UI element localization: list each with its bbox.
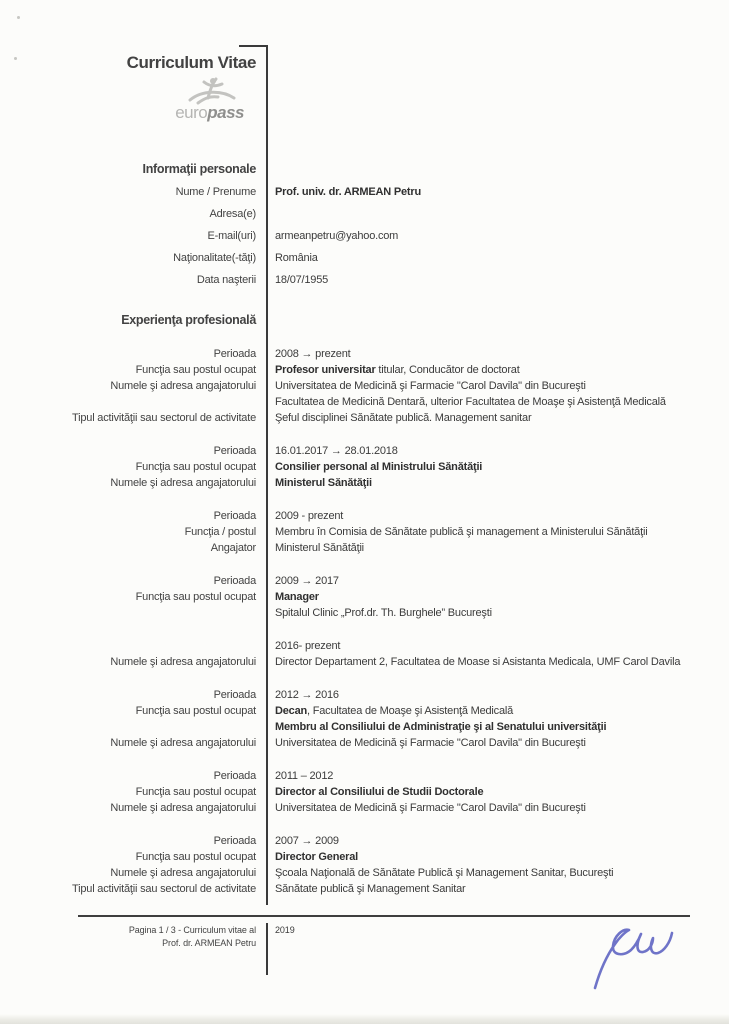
cv-row	[0, 589, 729, 605]
field-value: Universitatea de Medicină şi Farmacie "Carol Davila" din Bucureşti	[275, 380, 586, 392]
field-value: Universitatea de Medicină şi Farmacie "Carol Davila" din Bucureşti	[275, 802, 586, 814]
section-heading-personal: Informaţii personale	[142, 162, 256, 176]
logo-text-euro: euro	[175, 103, 208, 122]
cv-row	[0, 475, 729, 491]
cv-row-email	[0, 228, 729, 244]
field-label: Funcţia sau postul ocupat	[135, 851, 256, 863]
cv-row	[0, 508, 729, 524]
field-value: Prof. univ. dr. ARMEAN Petru	[275, 186, 421, 198]
field-label: Perioada	[213, 348, 256, 360]
cv-row	[0, 540, 729, 556]
field-label: Funcţia sau postul ocupat	[135, 591, 256, 603]
cv-row	[0, 573, 729, 589]
field-label: Numele şi adresa angajatorului	[110, 656, 256, 668]
cv-row	[0, 735, 729, 751]
field-value: 2007 → 2009	[275, 835, 339, 847]
field-value: 2009 → 2017	[275, 575, 339, 587]
field-label	[0, 719, 256, 735]
cv-row	[0, 394, 729, 410]
field-value: Facultatea de Medicină Dentară, ulterior Facultatea de Moaşe şi Asistenţă Medicală	[275, 396, 666, 408]
cv-row	[0, 638, 729, 654]
field-value: Şeful disciplinei Sănătate publică. Management sanitar	[275, 412, 532, 424]
cv-row	[0, 719, 729, 735]
field-label: Tipul activităţii sau sectorul de activitate	[72, 412, 256, 424]
scan-edge-shadow	[0, 1014, 729, 1024]
field-value: Sănătate publică şi Management Sanitar	[275, 883, 466, 895]
cv-row	[0, 443, 729, 459]
field-label: Funcţia sau postul ocupat	[135, 461, 256, 473]
field-value: Spitalul Clinic „Prof.dr. Th. Burghele” Bucureşti	[275, 607, 492, 619]
field-label: Data naşterii	[196, 274, 256, 286]
field-label: Adresa(e)	[209, 208, 256, 220]
field-value: 2009 - prezent	[275, 510, 344, 522]
field-label: Perioada	[213, 510, 256, 522]
cv-row	[0, 362, 729, 378]
section-experience-heading-row	[0, 312, 729, 328]
field-label: E-mail(uri)	[207, 230, 256, 242]
field-label: Funcţia sau postul ocupat	[135, 786, 256, 798]
handwritten-signature	[583, 916, 683, 994]
cv-row	[0, 459, 729, 475]
field-value: Director Departament 2, Facultatea de Moase si Asistanta Medicala, UMF Carol Davila	[275, 656, 681, 668]
logo-row	[0, 76, 729, 134]
field-value: Ministerul Sănătăţii	[275, 542, 364, 554]
cv-row	[0, 378, 729, 394]
cv-row	[0, 410, 729, 426]
field-label: Perioada	[213, 575, 256, 587]
field-label: Funcţia / postul	[184, 526, 256, 538]
scan-speck	[17, 16, 20, 19]
footer-page-info-line2: Prof. dr. ARMEAN Petru	[162, 938, 256, 948]
field-value: 2008 → prezent	[275, 348, 351, 360]
footer-page-info-line1: Pagina 1 / 3 - Curriculum vitae al	[128, 925, 256, 935]
cv-row	[0, 605, 729, 621]
cv-row	[0, 524, 729, 540]
title-row	[0, 53, 729, 73]
field-value: Profesor universitar titular, Conducător de doctorat	[275, 364, 520, 376]
europass-figure-icon	[178, 76, 242, 106]
field-label: Numele şi adresa angajatorului	[110, 380, 256, 392]
field-value: Consilier personal al Ministrului Sănătăţii	[275, 461, 483, 473]
field-label: Numele şi adresa angajatorului	[110, 737, 256, 749]
cv-row	[0, 833, 729, 849]
cv-row	[0, 865, 729, 881]
footer-year: 2019	[275, 925, 295, 935]
field-label: Numele şi adresa angajatorului	[110, 477, 256, 489]
field-value: 18/07/1955	[275, 274, 329, 286]
europass-logo	[175, 76, 244, 123]
cv-row-address	[0, 206, 729, 222]
field-label: Perioada	[213, 835, 256, 847]
logo-text-pass: pass	[207, 103, 244, 122]
field-label: Tipul activităţii sau sectorul de activitate	[72, 883, 256, 895]
field-label: Perioada	[213, 445, 256, 457]
cv-row	[0, 654, 729, 670]
field-label: Perioada	[213, 770, 256, 782]
field-label	[0, 605, 256, 621]
page-title: Curriculum Vitae	[126, 53, 256, 72]
section-heading-experience: Experienţa profesională	[121, 313, 256, 327]
field-value: Membru în Comisia de Sănătate publică şi management a Ministerului Sănătăţii	[275, 526, 648, 538]
field-value: Director General	[275, 851, 359, 863]
field-value: 2016- prezent	[275, 640, 341, 652]
cv-row	[0, 687, 729, 703]
cv-row	[0, 784, 729, 800]
field-label: Funcţia sau postul ocupat	[135, 364, 256, 376]
cv-row-name	[0, 184, 729, 200]
cv-row-birthdate	[0, 272, 729, 288]
field-label: Numele şi adresa angajatorului	[110, 802, 256, 814]
field-value: 2011 – 2012	[275, 770, 334, 782]
field-value: Şcoala Naţională de Sănătate Publică şi Management Sanitar, Bucureşti	[275, 867, 614, 879]
field-label	[0, 638, 256, 654]
field-label	[0, 394, 256, 410]
field-label: Nume / Prenume	[175, 186, 256, 198]
field-value: Manager	[275, 591, 319, 603]
cv-row	[0, 849, 729, 865]
field-value: 2012 → 2016	[275, 689, 339, 701]
field-value: Universitatea de Medicină şi Farmacie "Carol Davila" din Bucureşti	[275, 737, 586, 749]
field-value: 16.01.2017 → 28.01.2018	[275, 445, 398, 457]
field-label: Funcţia sau postul ocupat	[135, 705, 256, 717]
cv-row-nationality	[0, 250, 729, 266]
field-value: Membru al Consiliului de Administraţie şi al Senatului universităţii	[275, 721, 607, 733]
field-value: Director al Consiliului de Studii Doctorale	[275, 786, 484, 798]
cv-row	[0, 800, 729, 816]
cv-row	[0, 881, 729, 897]
field-value: Ministerul Sănătăţii	[275, 477, 372, 489]
field-value: România	[275, 252, 318, 264]
field-value: Decan, Facultatea de Moaşe şi Asistenţă Medicală	[275, 705, 514, 717]
field-label: Perioada	[213, 689, 256, 701]
cv-row	[0, 703, 729, 719]
field-label: Naţionalitate(-tăţi)	[173, 252, 256, 264]
field-label: Numele şi adresa angajatorului	[110, 867, 256, 879]
cv-row	[0, 768, 729, 784]
section-personal-heading-row	[0, 161, 729, 177]
field-value: armeanpetru@yahoo.com	[275, 230, 399, 242]
cv-row	[0, 346, 729, 362]
field-label: Angajator	[210, 542, 256, 554]
field-value	[275, 206, 729, 222]
cv-body	[0, 45, 729, 897]
